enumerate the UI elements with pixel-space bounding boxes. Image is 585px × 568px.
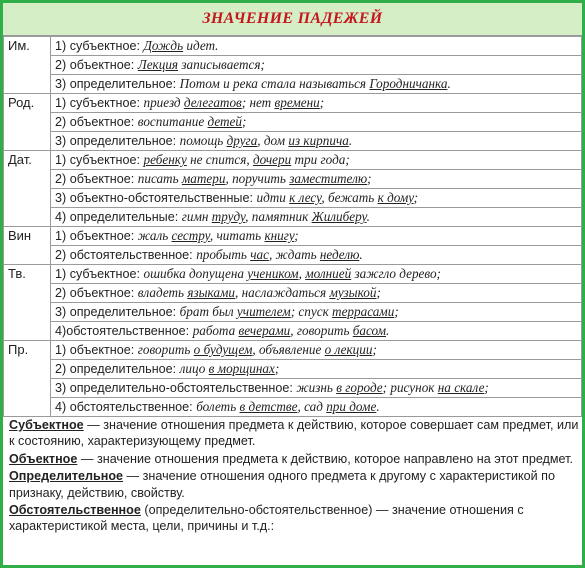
case-meaning <box>51 113 582 132</box>
case-meaning <box>51 398 582 417</box>
table-row <box>4 246 582 265</box>
case-meaning <box>51 303 582 322</box>
case-meaning <box>51 284 582 303</box>
example-text: ребенку не спится, дочери три года; <box>143 152 350 167</box>
table-row <box>4 208 582 227</box>
meaning-label: 2) определительное: <box>55 362 180 376</box>
table-row <box>4 94 582 113</box>
meaning-label: 2) обстоятельственное: <box>55 248 197 262</box>
example-text: работа вечерами, говорить басом. <box>192 323 390 338</box>
definition-text: (определительно-обстоятельственное) — значение отношения с характеристикой места, цели, причины и т.д.: <box>9 503 524 534</box>
definition-item <box>9 417 579 450</box>
case-name: Род. <box>4 94 51 151</box>
table-row <box>4 56 582 75</box>
case-meaning <box>51 322 582 341</box>
page-title: ЗНАЧЕНИЕ ПАДЕЖЕЙ <box>3 3 582 36</box>
definition-term: Обстоятельственное <box>9 503 141 518</box>
meaning-label: 4) определительные: <box>55 210 182 224</box>
example-text: ошибка допущена учеником, молнией зажгло дерево; <box>143 266 441 281</box>
table-row <box>4 75 582 94</box>
example-text: жаль сестру, читать книгу; <box>137 228 299 243</box>
meaning-label: 3) определительное: <box>55 305 180 319</box>
example-text: брат был учителем; спуск террасами; <box>179 304 399 319</box>
meaning-label: 4)обстоятельственное: <box>55 324 193 338</box>
meaning-label: 1) субъектное: <box>55 267 144 281</box>
meaning-label: 3) определительное: <box>55 134 180 148</box>
example-text: идти к лесу, бежать к дому; <box>256 190 419 205</box>
case-name: Вин <box>4 227 51 265</box>
definition-term: Объектное <box>9 451 78 466</box>
table-row <box>4 37 582 56</box>
example-text: гимн труду, памятник Жилиберу. <box>181 209 370 224</box>
meaning-label: 1) субъектное: <box>55 39 144 53</box>
case-meaning <box>51 94 582 113</box>
case-meaning <box>51 246 582 265</box>
case-name: Им. <box>4 37 51 94</box>
meaning-label: 1) субъектное: <box>55 153 144 167</box>
example-text: помощь друга, дом из кирпича. <box>179 133 353 148</box>
meaning-label: 2) объектное: <box>55 286 138 300</box>
definition-text: — значение отношения одного предмета к другому с характеристикой по признаку, действию, свойству. <box>9 469 555 500</box>
example-text: пробыть час, ждать неделю. <box>196 247 363 262</box>
case-meaning <box>51 151 582 170</box>
meaning-label: 1) объектное: <box>55 229 138 243</box>
table-row <box>4 284 582 303</box>
case-name: Пр. <box>4 341 51 417</box>
meaning-label: 3) объектно-обстоятельственные: <box>55 191 257 205</box>
example-text: воспитание детей; <box>137 114 247 129</box>
example-text: владеть языками, наслаждаться музыкой; <box>137 285 381 300</box>
table-row <box>4 170 582 189</box>
table-row <box>4 360 582 379</box>
example-text: Дождь идет. <box>143 38 219 53</box>
example-text: писать матери, поручить заместителю; <box>137 171 372 186</box>
table-row <box>4 322 582 341</box>
meaning-label: 3) определительно-обстоятельственное: <box>55 381 297 395</box>
table-row <box>4 341 582 360</box>
table-row <box>4 265 582 284</box>
case-name: Дат. <box>4 151 51 227</box>
case-meaning <box>51 227 582 246</box>
meaning-label: 2) объектное: <box>55 58 138 72</box>
case-meaning <box>51 360 582 379</box>
case-meaning <box>51 208 582 227</box>
table-row <box>4 189 582 208</box>
example-text: жизнь в городе; рисунок на скале; <box>296 380 489 395</box>
definition-term: Определительное <box>9 469 124 484</box>
table-row <box>4 227 582 246</box>
case-meaning <box>51 132 582 151</box>
case-meaning <box>51 379 582 398</box>
cases-table <box>3 36 582 417</box>
definition-text: — значение отношения предмета к действию, которое направлено на этот предмет. <box>77 451 574 466</box>
meaning-label: 1) объектное: <box>55 343 138 357</box>
example-text: Потом и река стала называться Городничанка. <box>179 76 451 91</box>
example-text: говорить о будущем, объявление о лекции; <box>137 342 377 357</box>
example-text: Лекция записывается; <box>137 57 265 72</box>
definition-term: Субъектное <box>9 418 84 432</box>
meaning-label: 2) объектное: <box>55 172 138 186</box>
definitions <box>9 417 579 536</box>
table-row <box>4 398 582 417</box>
meaning-label: 3) определительное: <box>55 77 180 91</box>
case-meaning <box>51 37 582 56</box>
case-meaning <box>51 189 582 208</box>
table-row <box>4 132 582 151</box>
meaning-label: 4) обстоятельственное: <box>55 400 197 414</box>
definition-item <box>9 451 579 467</box>
case-meaning <box>51 341 582 360</box>
table-row <box>4 379 582 398</box>
definition-item <box>9 502 579 535</box>
case-name: Тв. <box>4 265 51 341</box>
case-meaning <box>51 170 582 189</box>
meaning-label: 2) объектное: <box>55 115 138 129</box>
case-meaning <box>51 56 582 75</box>
table-row <box>4 113 582 132</box>
example-text: приезд делегатов; нет времени; <box>143 95 325 110</box>
case-meaning <box>51 75 582 94</box>
case-meaning <box>51 265 582 284</box>
definition-text: — значение отношения предмета к действию, которое совершает сам предмет, или к состоянию, характеризующему предмет. <box>9 418 579 449</box>
example-text: болеть в детстве, сад при доме. <box>196 399 380 414</box>
meaning-label: 1) субъектное: <box>55 96 144 110</box>
definition-item <box>9 468 579 501</box>
table-row <box>4 303 582 322</box>
table-row <box>4 151 582 170</box>
example-text: лицо в морщинах; <box>179 361 280 376</box>
